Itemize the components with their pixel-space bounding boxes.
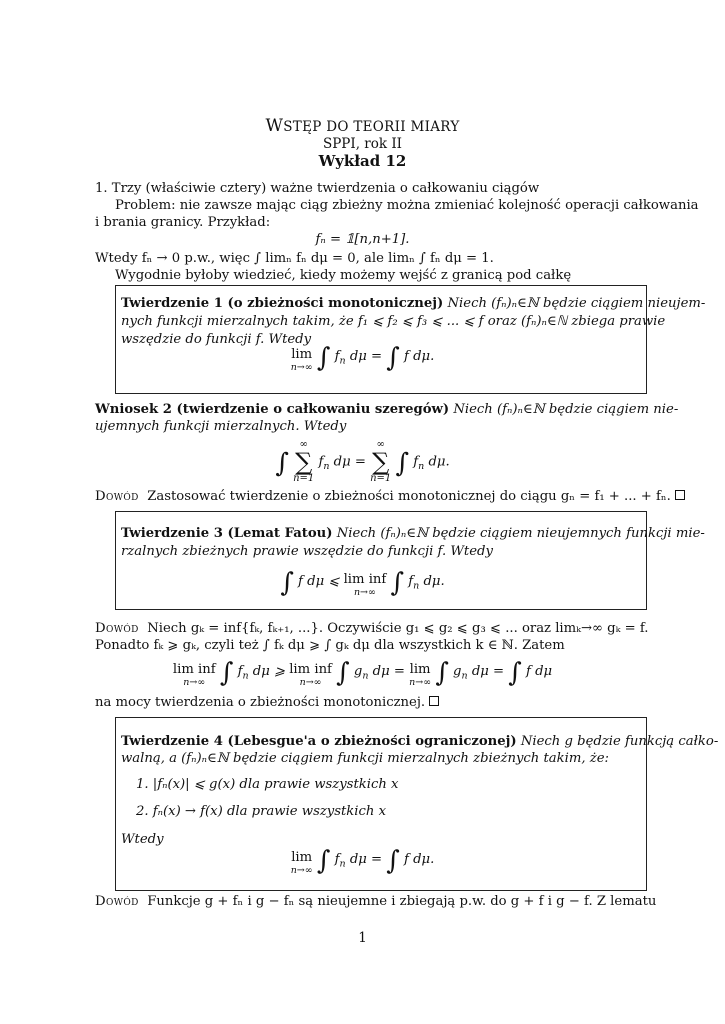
example-formula: fₙ = 𝟙[n,n+1].	[315, 232, 410, 247]
theorem-1-line-1: Twierdzenie 1 (o zbieżności monotonicznej) Niech (fₙ)ₙ∈ℕ będzie ciągiem nieujem-	[121, 296, 706, 311]
proof-3-line-2: Ponadto fₖ ⩾ gₖ, czyli też ∫ fₖ dμ ⩾ ∫ gₖ dμ dla wszystkich k ∈ ℕ. Zatem	[95, 638, 565, 653]
proof-3-formula: lim inf n→∞ ∫ $f_n$ dμ ⩾ lim inf n→∞ ∫ $g_n$ dμ = lim n→∞ ∫ $g_n$ dμ = ∫ f dμ	[172, 658, 553, 688]
document-subtitle: SPPI, rok II	[322, 136, 403, 152]
corollary-2-line-1: Wniosek 2 (twierdzenie o całkowaniu szeregów) Niech (fₙ)ₙ∈ℕ będzie ciągiem nie-	[95, 402, 679, 417]
corollary-2-line-2: ujemnych funkcji mierzalnych. Wtedy	[95, 419, 347, 434]
intro-line-2: Problem: nie zawsze mając ciąg zbieżny można zmieniać kolejność operacji całkowania	[115, 198, 699, 213]
theorem-1-line-2: nych funkcji mierzalnych takim, że f₁ ⩽ f₂ ⩽ f₃ ⩽ ... ⩽ f oraz (fₙ)ₙ∈ℕ zbiega prawie	[121, 314, 666, 329]
proof-3-line-1: Dowód Niech gₖ = inf{fₖ, fₖ₊₁, ...}. Oczywiście g₁ ⩽ g₂ ⩽ g₃ ⩽ ... oraz limₖ→∞ gₖ = f.	[95, 621, 649, 636]
proof-2: Dowód Zastosować twierdzenie o zbieżności monotonicznej do ciągu gₙ = f₁ + ... + fₙ.	[95, 488, 631, 506]
theorem-3-formula: ∫ f dμ ⩽ lim inf n→∞ ∫ $f_n$ dμ.	[280, 568, 445, 598]
intro-line-5: Wygodnie byłoby wiedzieć, kiedy możemy wejść z granicą pod całkę	[115, 268, 572, 283]
theorem-4-condition-1: 1. |fₙ(x)| ⩽ g(x) dla prawie wszystkich x	[136, 777, 399, 792]
proof-3-line-3: na mocy twierdzenia o zbieżności monotonicznej.	[95, 694, 631, 712]
lecture-number: Wykład 12	[318, 152, 407, 170]
theorem-3-line-2: rzalnych zbieżnych prawie wszędzie do funkcji f. Wtedy	[121, 544, 493, 559]
theorem-4-then: Wtedy	[121, 832, 164, 847]
theorem-1-line-3: wszędzie do funkcji f. Wtedy	[121, 332, 312, 347]
corollary-2-formula: ∫ ∞ ∑ n=1 $f_n$ dμ = ∞ ∑ n=1 ∫ $f_n$ dμ.	[275, 439, 450, 484]
intro-line-3: i brania granicy. Przykład:	[95, 215, 271, 230]
theorem-4-condition-2: 2. fₙ(x) → f(x) dla prawie wszystkich x	[136, 804, 387, 819]
qed-mark	[675, 490, 685, 500]
theorem-3-line-1: Twierdzenie 3 (Lemat Fatou) Niech (fₙ)ₙ∈ℕ będzie ciągiem nieujemnych funkcji mie-	[121, 526, 705, 541]
page-number: 1	[358, 930, 367, 946]
document-title: WSTĘP DO TEORII MIARY	[265, 116, 460, 136]
theorem-4-line-1: Twierdzenie 4 (Lebesgue'a o zbieżności ograniczonej) Niech g będzie funkcją całko-	[121, 734, 719, 749]
theorem-1-formula: lim n→∞ ∫ $f_n$ dμ = ∫ f dμ.	[290, 343, 435, 373]
intro-line-1: 1. Trzy (właściwie cztery) ważne twierdzenia o całkowaniu ciągów	[95, 181, 540, 196]
proof-4: Dowód Funkcje g + fₙ i g − fₙ są nieujemne i zbiegają p.w. do g + f i g − f. Z lematu	[95, 894, 657, 909]
qed-mark	[429, 696, 439, 706]
theorem-4-formula: lim n→∞ ∫ $f_n$ dμ = ∫ f dμ.	[290, 846, 435, 876]
theorem-4-line-2: walną, a (fₙ)ₙ∈ℕ będzie ciągiem funkcji mierzalnych zbieżnych takim, że:	[121, 751, 609, 766]
intro-line-4: Wtedy fₙ → 0 p.w., więc ∫ limₙ fₙ dμ = 0, ale limₙ ∫ fₙ dμ = 1.	[95, 251, 494, 266]
